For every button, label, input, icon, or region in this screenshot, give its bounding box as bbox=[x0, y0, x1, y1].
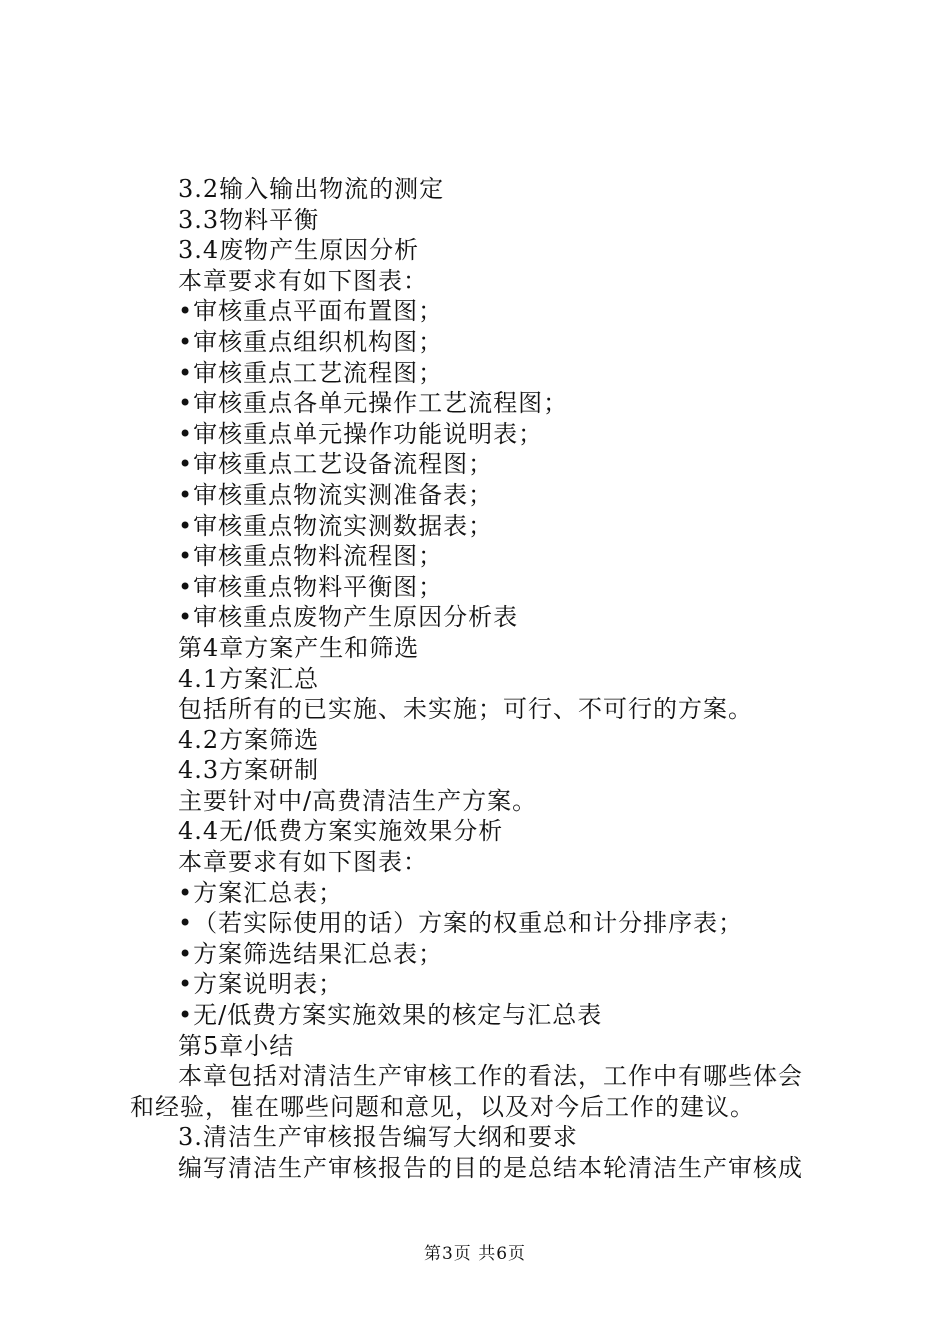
list-item: •方案说明表； bbox=[178, 970, 344, 999]
section-heading: 4.1方案汇总 bbox=[178, 664, 320, 693]
list-item: •审核重点废物产生原因分析表 bbox=[178, 603, 519, 632]
text-line: 主要针对中/高费清洁生产方案。 bbox=[178, 786, 538, 815]
section-heading: 3.清洁生产审核报告编写大纲和要求 bbox=[178, 1123, 578, 1152]
paragraph-line: 本章包括对清洁生产审核工作的看法，工作中有哪些体会 bbox=[178, 1062, 803, 1091]
list-item: •方案汇总表； bbox=[178, 878, 344, 907]
list-item: •审核重点工艺设备流程图； bbox=[178, 450, 494, 479]
chapter-heading: 第4章方案产生和筛选 bbox=[178, 633, 420, 662]
list-item: •审核重点工艺流程图； bbox=[178, 358, 444, 387]
list-item: •审核重点组织机构图； bbox=[178, 327, 444, 356]
text-line: 包括所有的已实施、未实施；可行、不可行的方案。 bbox=[178, 695, 753, 724]
paragraph-line: 编写清洁生产审核报告的目的是总结本轮清洁生产审核成 bbox=[178, 1154, 803, 1182]
list-item: •方案筛选结果汇总表； bbox=[178, 939, 444, 968]
document-body bbox=[0, 174, 950, 1184]
text-line: 3.2输入输出物流的测定 bbox=[178, 175, 445, 203]
list-item: •无/低费方案实施效果的核定与汇总表 bbox=[178, 1001, 603, 1030]
paragraph-line: 和经验，崔在哪些问题和意见，以及对今后工作的建议。 bbox=[130, 1092, 755, 1121]
list-item: •审核重点单元操作功能说明表； bbox=[178, 419, 544, 448]
section-heading: 4.2方案筛选 bbox=[178, 725, 320, 754]
page-footer: 第3页 共6页 bbox=[423, 1244, 527, 1264]
section-heading: 4.4无/低费方案实施效果分析 bbox=[178, 817, 504, 846]
list-item: •审核重点平面布置图； bbox=[178, 297, 444, 326]
list-item: •审核重点物流实测数据表； bbox=[178, 511, 494, 540]
text-line: 3.4废物产生原因分析 bbox=[178, 236, 420, 265]
list-item: •审核重点物流实测准备表； bbox=[178, 480, 494, 509]
section-heading: 4.3方案研制 bbox=[178, 756, 320, 785]
chapter-heading: 第5章小结 bbox=[178, 1031, 295, 1060]
list-item: •审核重点各单元操作工艺流程图； bbox=[178, 389, 569, 418]
text-line: 3.3物料平衡 bbox=[178, 205, 320, 234]
list-item: •（若实际使用的话）方案的权重总和计分排序表； bbox=[178, 909, 744, 938]
list-item: •审核重点物料流程图； bbox=[178, 542, 444, 571]
text-line: 本章要求有如下图表： bbox=[178, 266, 428, 295]
list-item: •审核重点物料平衡图； bbox=[178, 572, 444, 601]
text-line: 本章要求有如下图表： bbox=[178, 848, 428, 877]
